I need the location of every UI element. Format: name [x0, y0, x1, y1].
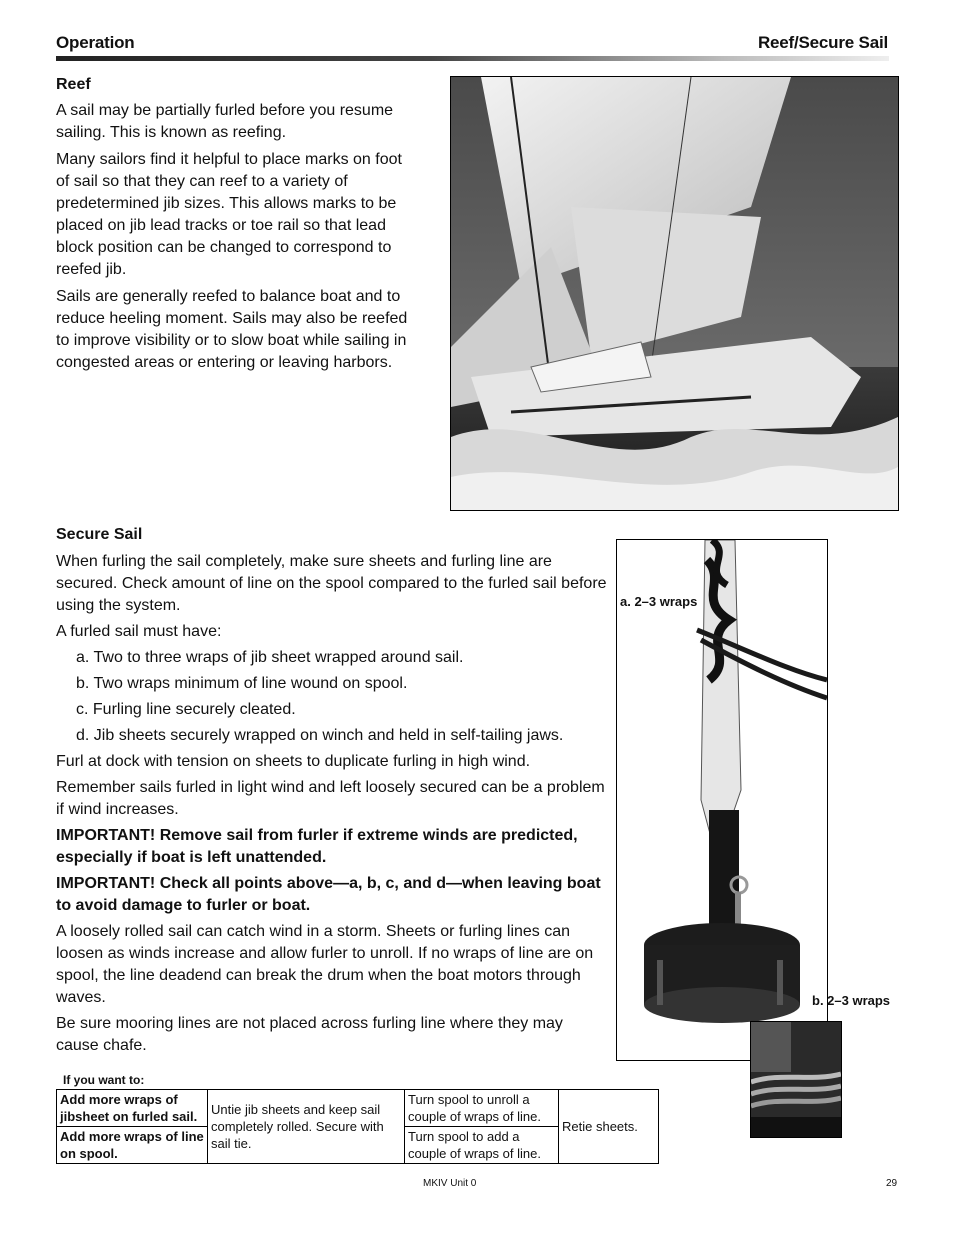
caption-a: a. 2–3 wraps: [620, 594, 698, 609]
footer-label: MKIV Unit 0: [423, 1178, 477, 1189]
furler-photo: [616, 539, 828, 1061]
section-title: Operation: [56, 33, 135, 52]
options-table: [56, 1089, 659, 1164]
table-row: [57, 1090, 659, 1127]
want-cell: Add more wraps of line on spool.: [57, 1127, 208, 1164]
want-cell: Add more wraps of jibsheet on furled sail.: [57, 1090, 208, 1127]
list-item: d. Jib sheets securely wrapped on winch and held in self-tailing jaws.: [76, 727, 564, 744]
table-caption: If you want to:: [63, 1073, 145, 1087]
reef-text: [56, 100, 418, 374]
secure-heading: Secure Sail: [56, 526, 143, 543]
header-rule: [56, 56, 889, 61]
reef-paragraph: Many sailors find it helpful to place marks on foot of sail so that they can reef to a variety of predetermined jib sizes. This allows marks to be placed on jib lead tracks or toe rail so that lead block position can be changed to correspond to reefed jib.: [56, 151, 402, 278]
list-item: b. Two wraps minimum of line wound on spool.: [76, 675, 408, 692]
page-number: 29: [886, 1178, 898, 1189]
important-note: IMPORTANT! Check all points above—a, b, c, and d—when leaving boat to avoid damage to furler or boat.: [56, 875, 601, 914]
furler-image: [617, 540, 827, 1060]
spool-inset-photo: [750, 1021, 842, 1138]
sailboat-photo: [450, 76, 899, 511]
list-item: c. Furling line securely cleated.: [76, 701, 296, 718]
reef-paragraph: A sail may be partially furled before you resume sailing. This is known as reefing.: [56, 102, 394, 141]
action-cell: Untie jib sheets and keep sail completely rolled. Secure with sail tie.: [208, 1090, 405, 1164]
spool-cell: Turn spool to unroll a couple of wraps of line.: [405, 1090, 559, 1127]
final-cell: Retie sheets.: [559, 1090, 659, 1164]
secure-text: [56, 551, 608, 1057]
spool-cell: Turn spool to add a couple of wraps of line.: [405, 1127, 559, 1164]
caption-b: b. 2–3 wraps: [812, 993, 891, 1008]
list-intro: A furled sail must have:: [56, 623, 222, 640]
spool-image: [751, 1022, 841, 1137]
reef-paragraph: Sails are generally reefed to balance boat and to reduce heeling moment. Sails may also be reefed to improve visibility or to slow boat while sailing in congested areas or entering or leaving harbors.: [56, 288, 408, 371]
secure-intro: When furling the sail completely, make sure sheets and furling line are secured. Check amount of line on the spool compared to the furled sail before using the system.: [56, 553, 607, 614]
reef-heading: Reef: [56, 76, 91, 93]
dock-paragraph: Furl at dock with tension on sheets to duplicate furling in high wind.: [56, 753, 531, 770]
remember-paragraph: Remember sails furled in light wind and left loosely secured can be a problem if wind increases.: [56, 779, 605, 818]
list-item: a. Two to three wraps of jib sheet wrapped around sail.: [76, 649, 464, 666]
sailboat-image: [451, 77, 898, 510]
important-note: IMPORTANT! Remove sail from furler if extreme winds are predicted, especially if boat is left unattended.: [56, 827, 578, 866]
loose-paragraph: A loosely rolled sail can catch wind in a storm. Sheets or furling lines can loosen as winds increase and allow furler to unroll. If no wraps of line are on spool, the line deadend can break the drum when the boat motors through waves.: [56, 923, 594, 1006]
mooring-paragraph: Be sure mooring lines are not placed across furling line where they may cause chafe.: [56, 1015, 563, 1054]
page-topic: Reef/Secure Sail: [757, 33, 888, 52]
